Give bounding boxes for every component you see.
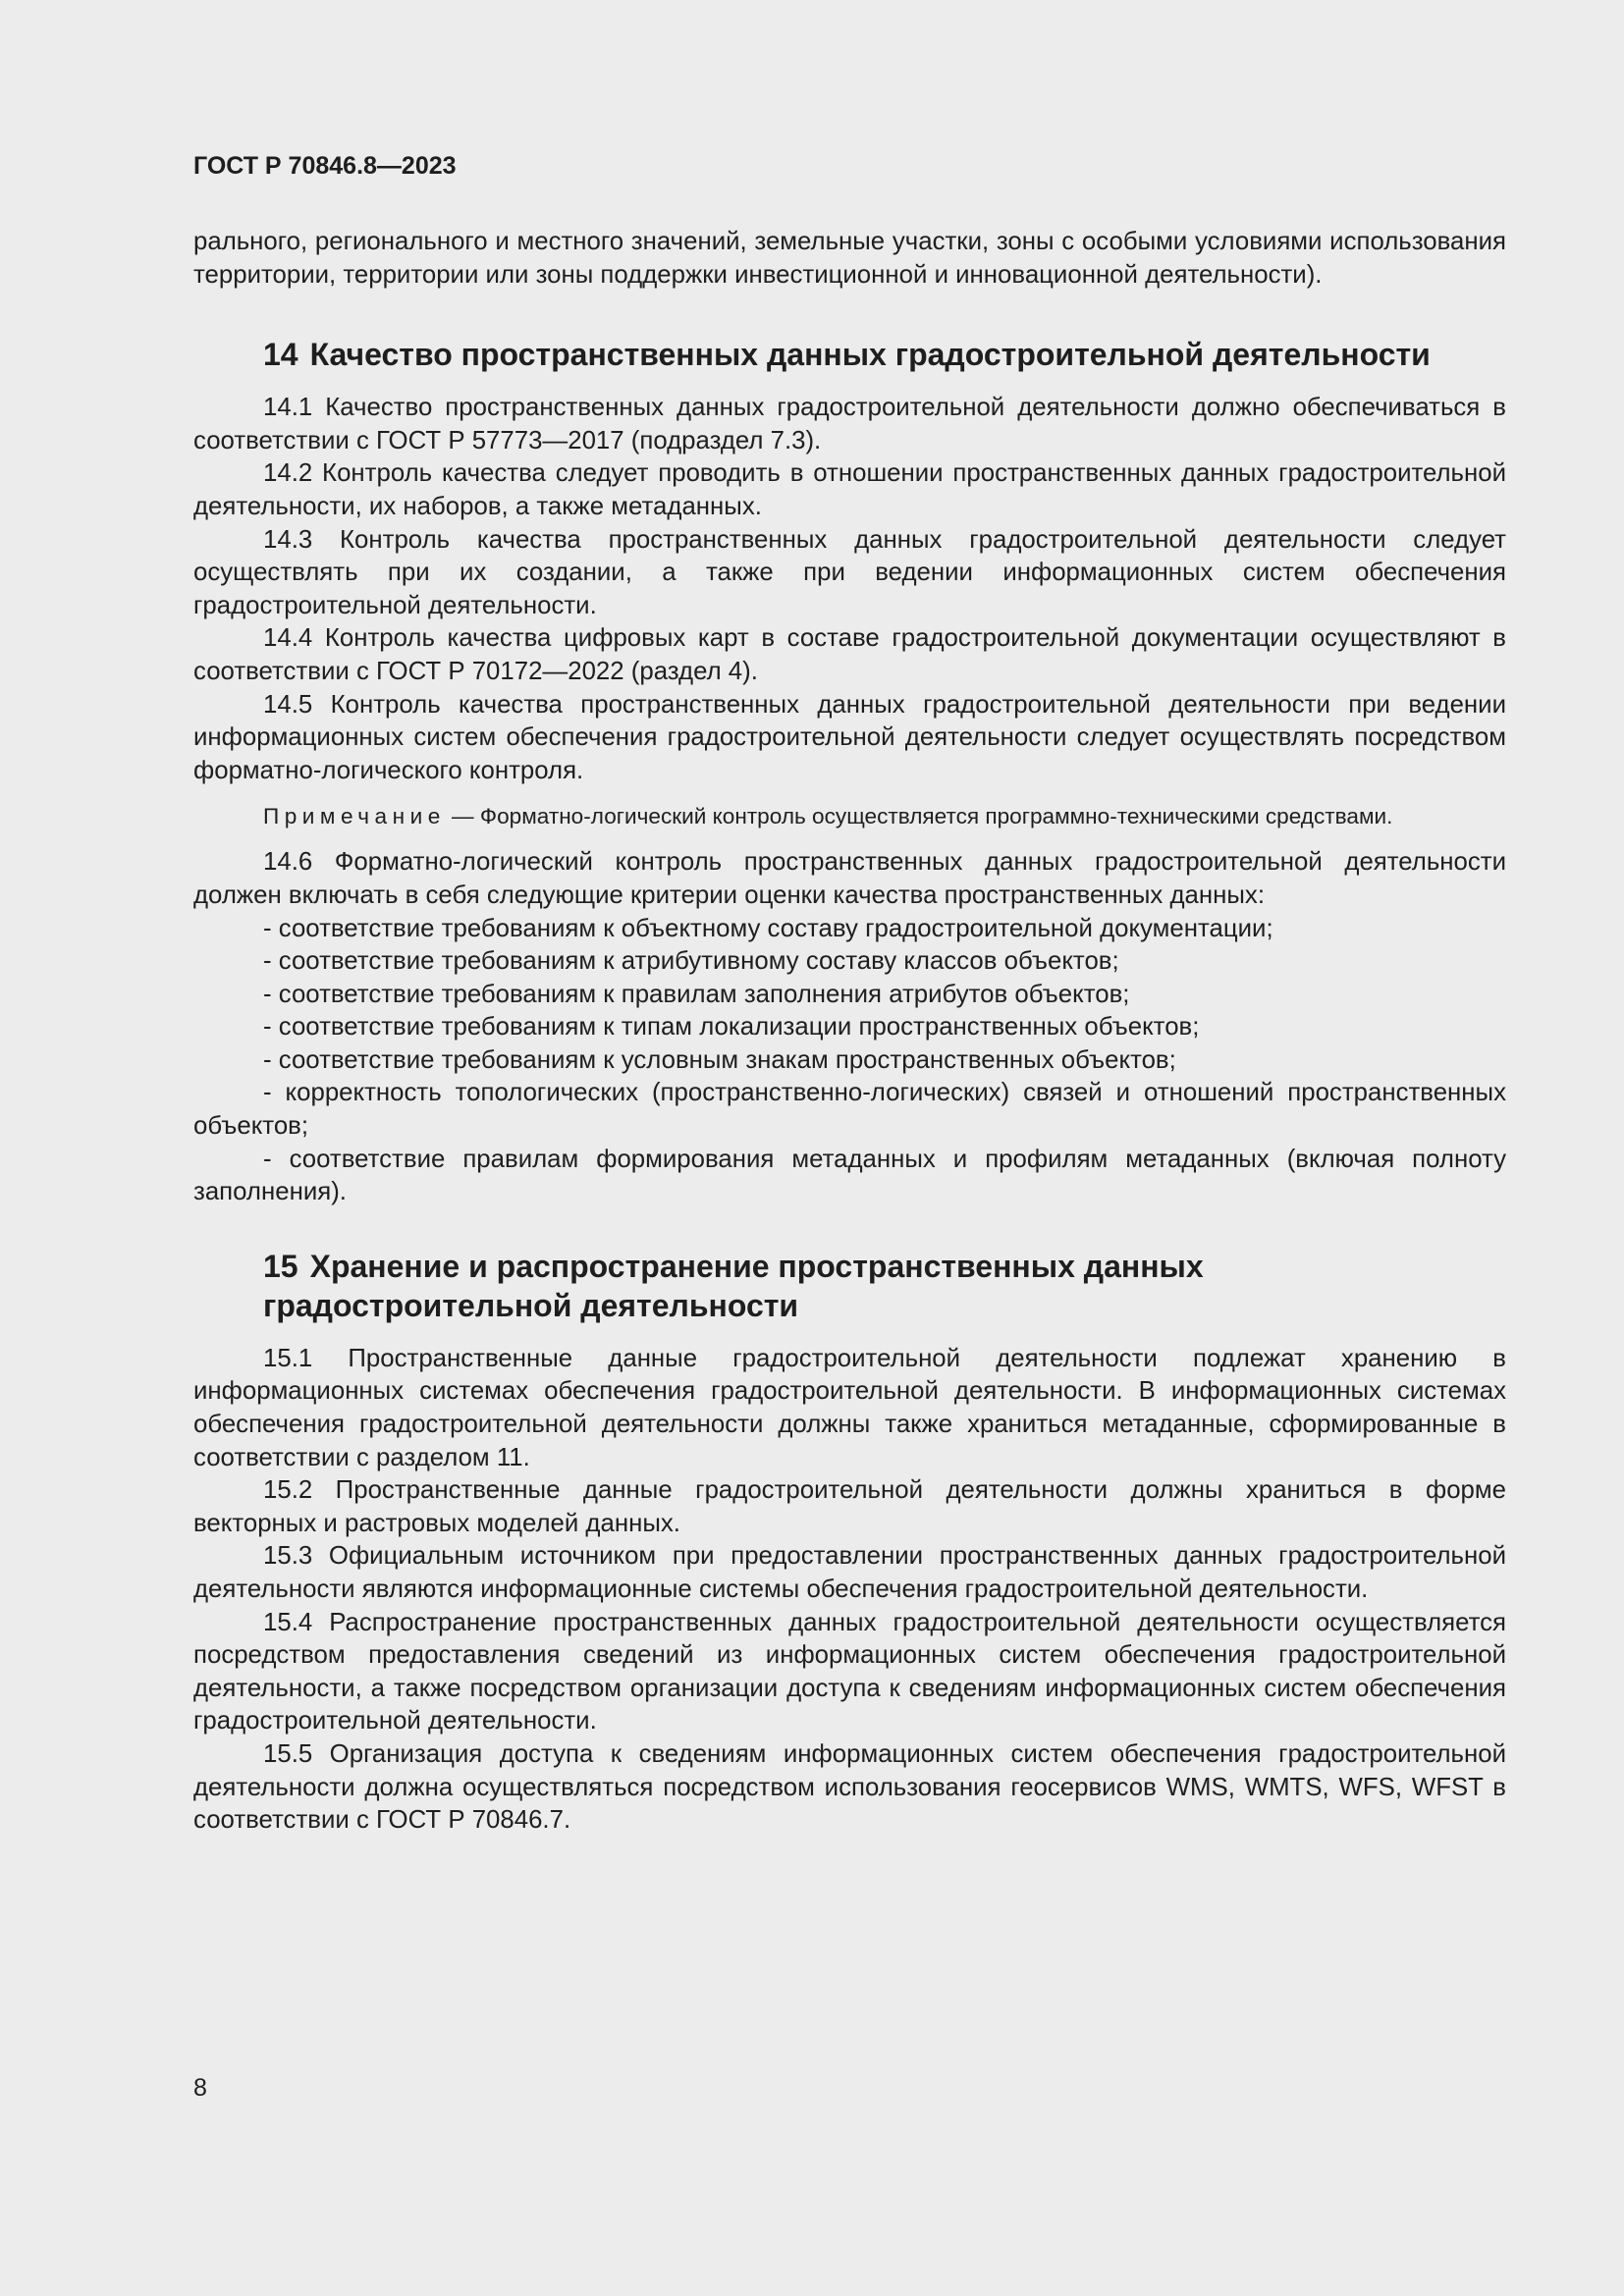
list-item: - соответствие требованиям к условным знакам пространственных объектов; (263, 1045, 1176, 1074)
page-number: 8 (193, 2074, 207, 2102)
section-15-number: 15 (263, 1248, 298, 1284)
section-15-title-line-1: Хранение и распространение пространственных данных (309, 1248, 1204, 1284)
note-text: — Форматно-логический контроль осуществляется программно-техническими средствами. (445, 804, 1393, 829)
paragraph-15-4: 15.4 Распространение пространственных данных градостроительной деятельности осуществляется посредством предоставления сведений из информационных систем обеспечения градостроительной деятельности, а также посредством организации доступа к сведениям информационных систем обеспечения градостроительной деятельности. (193, 1608, 1506, 1735)
note-label: Примечание (263, 804, 446, 829)
section-14-number: 14 (263, 337, 298, 373)
paragraph-15-1: 15.1 Пространственные данные градостроительной деятельности подлежат хранению в информационных системах обеспечения градостроительной деятельности. В информационных системах обеспечения градостроительной деятельности должны также храниться метаданные, сформированные в соответствии с разделом 11. (193, 1344, 1506, 1471)
section-15-heading (263, 1247, 1506, 1325)
paragraph-15-3: 15.3 Официальным источником при предоставлении пространственных данных градостроительной деятельности являются информационные системы обеспечения градостроительной деятельности. (193, 1542, 1506, 1603)
list-item: - соответствие требованиям к атрибутивному составу классов объектов; (263, 947, 1119, 976)
paragraph-14-1: 14.1 Качество пространственных данных градостроительной деятельности должно обеспечиваться в соответствии с ГОСТ Р 57773—2017 (подраздел 7.3). (193, 394, 1506, 454)
paragraph-14-6: 14.6 Форматно-логический контроль пространственных данных градостроительной деятельности должен включать в себя следующие критерии оценки качества пространственных данных: (193, 848, 1506, 909)
paragraph-14-2: 14.2 Контроль качества следует проводить в отношении пространственных данных градостроительной деятельности, их наборов, а также метаданных. (193, 459, 1506, 520)
intro-paragraph: рального, регионального и местного значений, земельные участки, зоны с особыми условиями использования территории, территории или зоны поддержки инвестиционной и инновационной деятельности). (193, 228, 1506, 289)
paragraph-14-4: 14.4 Контроль качества цифровых карт в составе градостроительной документации осуществляют в соответствии с ГОСТ Р 70172—2022 (раздел 4). (193, 624, 1506, 685)
paragraph-15-5: 15.5 Организация доступа к сведениям информационных систем обеспечения градостроительной деятельности должна осуществляться посредством использования геосервисов WMS, WMTS, WFS, WFST в соответствии с ГОСТ Р 70846.7. (193, 1739, 1506, 1835)
list-item: - корректность топологических (пространственно-логических) связей и отношений пространственных объектов; (193, 1079, 1506, 1141)
section-15-title-line-2: градостроительной деятельности (263, 1287, 799, 1323)
paragraph-14-3: 14.3 Контроль качества пространственных данных градостроительной деятельности следует осуществлять при их создании, а также при ведении информационных систем обеспечения градостроительной деятельности. (193, 525, 1506, 619)
paragraph-15-2: 15.2 Пространственные данные градостроительной деятельности должны храниться в форме векторных и растровых моделей данных. (193, 1476, 1506, 1537)
list-item: - соответствие требованиям к правилам заполнения атрибутов объектов; (263, 980, 1130, 1008)
list-item: - соответствие правилам формирования метаданных и профилям метаданных (включая полноту заполнения). (193, 1145, 1506, 1206)
section-14-heading (263, 335, 1506, 374)
page-content (193, 147, 1506, 1838)
paragraph-14-5: 14.5 Контроль качества пространственных данных градостроительной деятельности при ведении информационных систем обеспечения градостроительной деятельности следует осуществлять посредством форматно-логического контроля. (193, 690, 1506, 784)
list-item: - соответствие требованиям к типам локализации пространственных объектов; (263, 1013, 1200, 1041)
list-item: - соответствие требованиям к объектному составу градостроительной документации; (263, 914, 1273, 942)
document-header: ГОСТ Р 70846.8—2023 (193, 152, 457, 180)
section-14-title: Качество пространственных данных градостроительной деятельности (309, 337, 1431, 373)
note (193, 801, 1506, 832)
